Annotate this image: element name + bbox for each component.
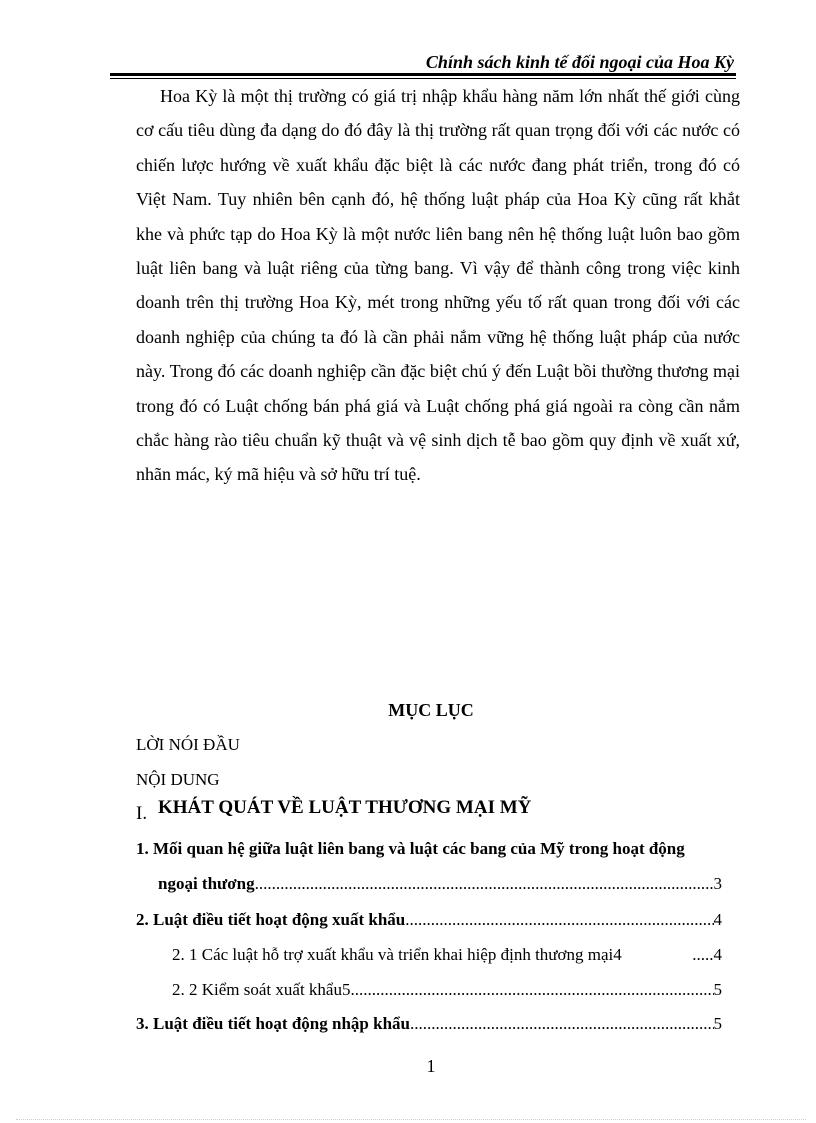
- toc-front-item-content: NỘI DUNG: [136, 770, 220, 789]
- toc-entry-page: 5: [713, 980, 722, 999]
- leader-dots: [405, 910, 713, 930]
- toc-section-heading: [136, 797, 531, 825]
- toc-entry-page: 3: [713, 874, 722, 893]
- toc-entry-label: 2. 1 Các luật hỗ trợ xuất khẩu và triển khai hiệp định thương mại4: [172, 945, 622, 964]
- leader-dots: [350, 980, 713, 1000]
- toc-entry-page: .....4: [692, 945, 722, 964]
- toc-entry-3[interactable]: [136, 1014, 722, 1034]
- toc-entry-2[interactable]: [136, 910, 722, 930]
- toc-title: MỤC LỤC: [388, 700, 474, 720]
- toc-front-item-preface: LỜI NÓI ĐẦU: [136, 735, 240, 754]
- section-title: KHÁT QUÁT VỀ LUẬT THƯƠNG MẠI MỸ: [158, 797, 532, 818]
- toc-entry-2-1[interactable]: [172, 945, 722, 965]
- intro-paragraph: Hoa Kỳ là một thị trường có giá trị nhập khẩu hàng năm lớn nhất thế giới cùng cơ cấu tiêu dùng đa dạng do đó đây là thị trường rất quan trọng đối với các nước có chiến lược hướng về xuất khẩu đặc biệt là các nước đang phát triển, trong đó có Việt Nam. Tuy nhiên bên cạnh đó, hệ thống luật pháp của Hoa Kỳ cũng rất khắt khe và phức tạp do Hoa Kỳ là một nước liên bang nên hệ thống luật luôn bao gồm luật liên bang và luật riêng của từng bang. Vì vậy để thành công trong việc kinh doanh trên thị trường Hoa Kỳ, mét trong những yếu tố rất quan trong đối với các doanh nghiệp của chúng ta đó là cần phải nắm vững hệ thống luật pháp của nước này. Trong đó các doanh nghiệp cần đặc biệt chú ý đến Luật bồi thường thương mại trong đó có Luật chống bán phá giá và Luật chống phá giá ngoài ra còng cần nắm chắc hàng rào tiêu chuẩn kỹ thuật và vệ sinh dịch tễ bao gồm quy định về xuất xứ, nhãn mác, ký mã hiệu và sở hữu trí tuệ.: [136, 86, 740, 485]
- leader-dots: [410, 1014, 714, 1034]
- running-header-title: Chính sách kinh tế đối ngoại của Hoa Kỳ: [425, 52, 734, 72]
- toc-entry-2-2[interactable]: [172, 980, 722, 1000]
- footer-rule: [16, 1119, 806, 1120]
- toc-entry-page: 5: [713, 1014, 722, 1033]
- page-number: 1: [426, 1056, 436, 1076]
- section-numeral: I.: [136, 803, 148, 824]
- toc-entry-page: 4: [713, 910, 722, 929]
- toc-entry-label: 2. Luật điều tiết hoạt động xuất khẩu: [136, 910, 406, 929]
- toc-entry-1[interactable]: [158, 874, 722, 894]
- toc-entry-1-line1[interactable]: 1. Mối quan hệ giữa luật liên bang và luật các bang của Mỹ trong hoạt động: [136, 839, 685, 858]
- leader-dots: [255, 874, 714, 894]
- toc-entry-label: ngoại thương: [158, 874, 255, 893]
- toc-entry-label: 3. Luật điều tiết hoạt động nhập khẩu: [136, 1014, 410, 1033]
- toc-entry-label: 2. 2 Kiểm soát xuất khẩu5: [172, 980, 351, 999]
